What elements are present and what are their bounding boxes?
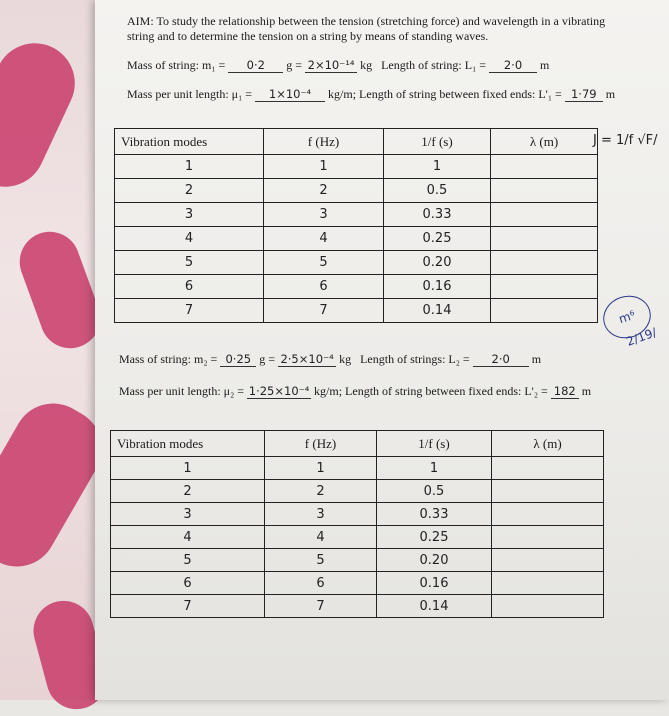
aim-line-2: string and to determine the tension on a string by means of standing waves.: [127, 29, 489, 43]
cell-frequency: 3: [264, 203, 384, 227]
cell-period: 0.5: [384, 179, 491, 203]
data-table-2: [110, 430, 604, 618]
mu-value: 1×10⁻⁴: [255, 87, 325, 102]
cell-wavelength[interactable]: [491, 299, 598, 323]
cell-period: 0.14: [384, 299, 491, 323]
mu-label: Mass per unit length: μ₂ =: [119, 384, 245, 398]
table-row: [111, 457, 604, 480]
header-period: 1/f (s): [377, 431, 492, 457]
cell-period: 0.33: [377, 503, 492, 526]
mass-per-length-2-row: [119, 384, 591, 399]
table-row: [111, 503, 604, 526]
cell-frequency: 4: [264, 227, 384, 251]
cell-period: 0.14: [377, 595, 492, 618]
kg-unit: kg: [339, 352, 352, 366]
margin-formula: J = 1/f √F/: [593, 133, 658, 148]
mass-kg-value: 2·5×10⁻⁴: [278, 352, 336, 367]
mass-per-length-1-row: [127, 87, 615, 102]
table-row: [115, 203, 598, 227]
table-row: [111, 572, 604, 595]
cell-period: 0.25: [377, 526, 492, 549]
cell-frequency: 2: [265, 480, 377, 503]
data-table-1: [114, 128, 598, 323]
cell-mode: 7: [115, 299, 264, 323]
cell-wavelength[interactable]: [491, 203, 598, 227]
cell-frequency: 2: [264, 179, 384, 203]
header-vibration-modes: Vibration modes: [111, 431, 265, 457]
cell-period: 1: [384, 155, 491, 179]
cell-wavelength[interactable]: [491, 155, 598, 179]
kg-unit: kg: [360, 58, 373, 72]
cell-mode: 7: [111, 595, 265, 618]
length-value: 2·0: [489, 58, 537, 73]
cell-period: 0.33: [384, 203, 491, 227]
mass-value: 0·25: [220, 352, 256, 367]
cell-mode: 6: [115, 275, 264, 299]
table-row: [115, 275, 598, 299]
table-row: [115, 227, 598, 251]
cell-mode: 4: [111, 526, 265, 549]
header-frequency: f (Hz): [264, 129, 384, 155]
cell-frequency: 1: [264, 155, 384, 179]
cell-frequency: 6: [264, 275, 384, 299]
gram-unit: g =: [259, 352, 276, 366]
cell-wavelength[interactable]: [491, 275, 598, 299]
lprime-unit: m: [605, 87, 616, 101]
cell-frequency: 6: [265, 572, 377, 595]
header-frequency: f (Hz): [265, 431, 377, 457]
cell-frequency: 7: [265, 595, 377, 618]
cell-period: 0.5: [377, 480, 492, 503]
table-header-row: [115, 129, 598, 155]
cell-mode: 5: [115, 251, 264, 275]
cell-wavelength[interactable]: [492, 549, 604, 572]
length-label: Length of strings: L₂ =: [360, 352, 470, 366]
cell-period: 0.16: [384, 275, 491, 299]
cell-frequency: 1: [265, 457, 377, 480]
cell-wavelength[interactable]: [492, 526, 604, 549]
table-header-row: [111, 431, 604, 457]
m-unit: m: [540, 58, 550, 72]
header-period: 1/f (s): [384, 129, 491, 155]
grader-stamp: m⁶: [598, 290, 657, 345]
table-row: [115, 299, 598, 323]
cell-mode: 6: [111, 572, 265, 595]
table-row: [111, 549, 604, 572]
cell-wavelength[interactable]: [492, 595, 604, 618]
table-row: [115, 251, 598, 275]
cell-frequency: 7: [264, 299, 384, 323]
cell-wavelength[interactable]: [492, 572, 604, 595]
grader-signature: 2/19/: [624, 325, 659, 349]
cell-wavelength[interactable]: [492, 480, 604, 503]
cell-wavelength[interactable]: [491, 251, 598, 275]
mass-string-2-row: [119, 352, 541, 367]
table-row: [115, 179, 598, 203]
header-vibration-modes: Vibration modes: [115, 129, 264, 155]
cell-period: 0.25: [384, 227, 491, 251]
fabric-pattern: [0, 30, 88, 200]
table-row: [111, 595, 604, 618]
length-value: 2·0: [473, 352, 529, 367]
gram-unit: g =: [286, 58, 303, 72]
cell-period: 0.20: [384, 251, 491, 275]
cell-frequency: 4: [265, 526, 377, 549]
cell-mode: 3: [115, 203, 264, 227]
lprime-value: 182: [551, 384, 579, 399]
cell-mode: 4: [115, 227, 264, 251]
cell-mode: 1: [111, 457, 265, 480]
mass-string-1-row: [127, 58, 549, 73]
cell-frequency: 3: [265, 503, 377, 526]
mu-unit: kg/m; Length of string between fixed ends: L'₂ =: [314, 384, 548, 398]
mass-value: 0·2: [228, 58, 283, 73]
mu-unit: kg/m; Length of string between fixed ends: L'₁ =: [328, 87, 562, 101]
length-label: Length of string: L₁ =: [381, 58, 487, 72]
cell-mode: 1: [115, 155, 264, 179]
cell-mode: 3: [111, 503, 265, 526]
cell-mode: 2: [111, 480, 265, 503]
cell-mode: 5: [111, 549, 265, 572]
cell-frequency: 5: [264, 251, 384, 275]
mass-label: Mass of string: m₂ =: [119, 352, 218, 366]
mass-label: Mass of string: m₁ =: [127, 58, 226, 72]
cell-frequency: 5: [265, 549, 377, 572]
mu-label: Mass per unit length: μ₁ =: [127, 87, 253, 101]
lprime-value: 1·79: [565, 87, 603, 102]
table-row: [115, 155, 598, 179]
cell-period: 0.16: [377, 572, 492, 595]
cell-wavelength[interactable]: [492, 457, 604, 480]
table-row: [111, 480, 604, 503]
cell-period: 0.20: [377, 549, 492, 572]
aim-line-1: AIM: To study the relationship between the tension (stretching force) and wavelength in a vibrating: [127, 14, 606, 28]
cell-mode: 2: [115, 179, 264, 203]
cell-wavelength[interactable]: [492, 503, 604, 526]
header-wavelength: λ (m): [492, 431, 604, 457]
cell-wavelength[interactable]: [491, 227, 598, 251]
mass-kg-value: 2×10⁻¹⁴: [305, 58, 357, 73]
cell-wavelength[interactable]: [491, 179, 598, 203]
lprime-unit: m: [581, 384, 592, 398]
m-unit: m: [531, 352, 542, 366]
cell-period: 1: [377, 457, 492, 480]
table-row: [111, 526, 604, 549]
header-wavelength: λ (m): [491, 129, 598, 155]
mu-value: 1·25×10⁻⁴: [248, 384, 310, 398]
